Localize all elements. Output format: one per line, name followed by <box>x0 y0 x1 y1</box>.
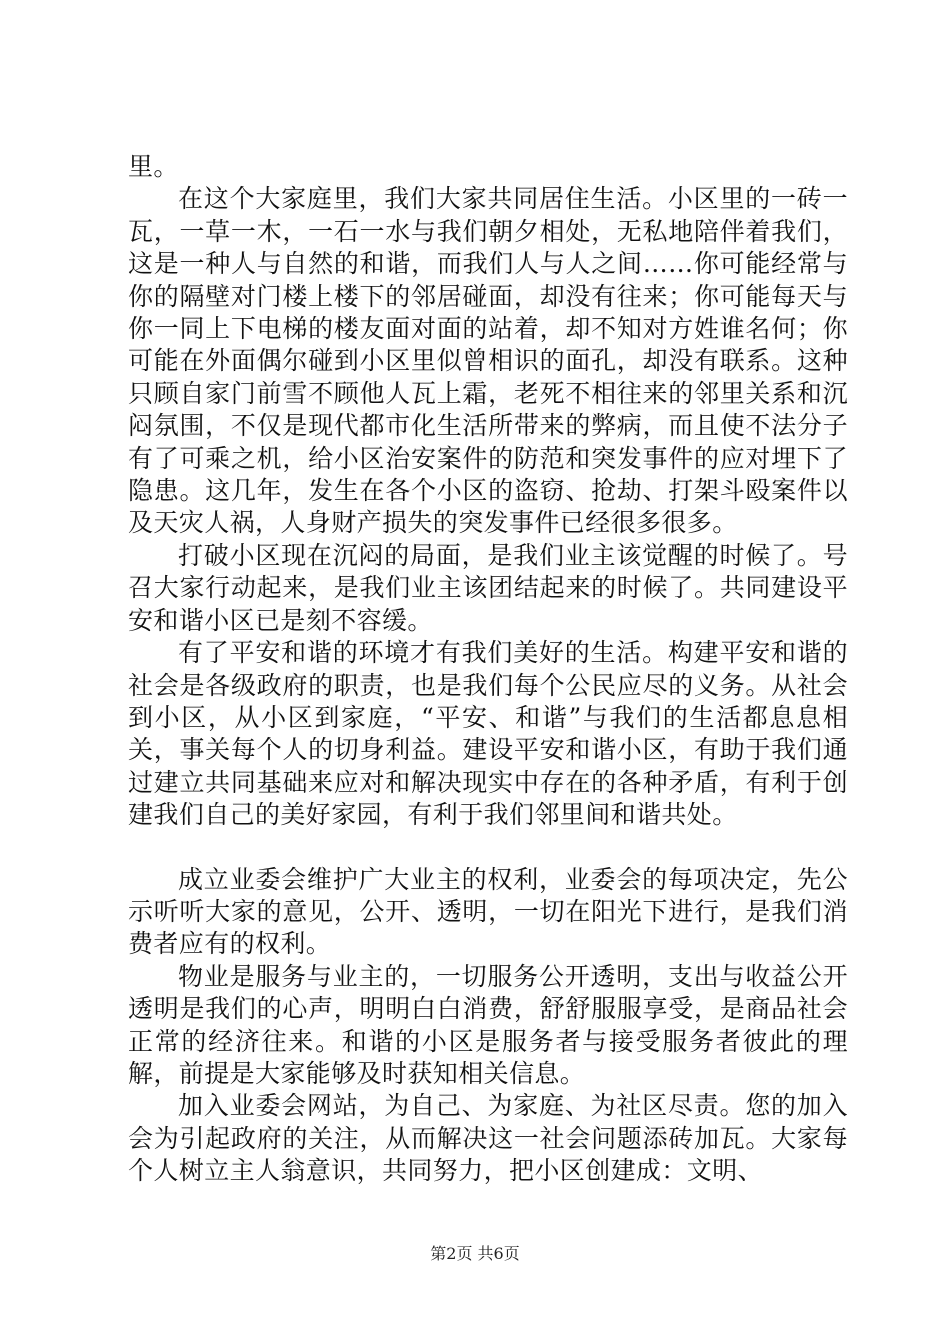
paragraph-property-service: 物业是服务与业主的，一切服务公开透明，支出与收益公开透明是我们的心声，明明白白消费，舒舒服服享受，是商品社会正常的经济往来。和谐的小区是服务者与接受服务者彼此的理解，前提是大家能够及时获知相关信息。 <box>128 961 848 1088</box>
page-number-footer: 第2页 共6页 <box>430 1244 520 1263</box>
paragraph-continuation: 里。 <box>128 152 179 181</box>
paragraph-join-website: 加入业委会网站，为自己、为家庭、为社区尽责。您的加入会为引起政府的关注，从而解决这一社会问题添砖加瓦。大家每个人树立主人翁意识，共同努力，把小区创建成：文明、 <box>128 1091 848 1186</box>
paragraph-committee: 成立业委会维护广大业主的权利，业委会的每项决定，先公示听听大家的意见，公开、透明，一切在阳光下进行，是我们消费者应有的权利。 <box>128 864 848 959</box>
paragraph-harmony: 有了平安和谐的环境才有我们美好的生活。构建平安和谐的社会是各级政府的职责，也是我们每个公民应尽的义务。从社会到小区，从小区到家庭，“平安、和谐”与我们的生活都息息相关，事关每个人的切身利益。建设平安和谐小区，有助于我们通过建立共同基础来应对和解决现实中存在的各种矛盾，有利于创建我们自己的美好家园，有利于我们邻里间和谐共处。 <box>128 638 848 830</box>
paragraph-neighborhood-life: 在这个大家庭里，我们大家共同居住生活。小区里的一砖一瓦，一草一木，一石一水与我们朝夕相处，无私地陪伴着我们，这是一种人与自然的和谐，而我们人与人之间……你可能经常与你的隔壁对门楼上楼下的邻居碰面，却没有往来；你可能每天与你一同上下电梯的楼友面对面的站着，却不知对方姓谁名何；你可能在外面偶尔碰到小区里似曾相识的面孔，却没有联系。这种只顾自家门前雪不顾他人瓦上霜，老死不相往来的邻里关系和沉闷氛围，不仅是现代都市化生活所带来的弊病，而且使不法分子有了可乘之机，给小区治安案件的防范和突发事件的应对埋下了隐患。这几年，发生在各个小区的盗窃、抢劫、打架斗殴案件以及天灾人祸，人身财产损失的突发事件已经很多很多。 <box>128 184 848 538</box>
paragraph-break-silence: 打破小区现在沉闷的局面，是我们业主该觉醒的时候了。号召大家行动起来，是我们业主该团结起来的时候了。共同建设平安和谐小区已是刻不容缓。 <box>128 540 848 635</box>
paragraph-gap <box>128 832 848 864</box>
document-body <box>128 151 848 1188</box>
